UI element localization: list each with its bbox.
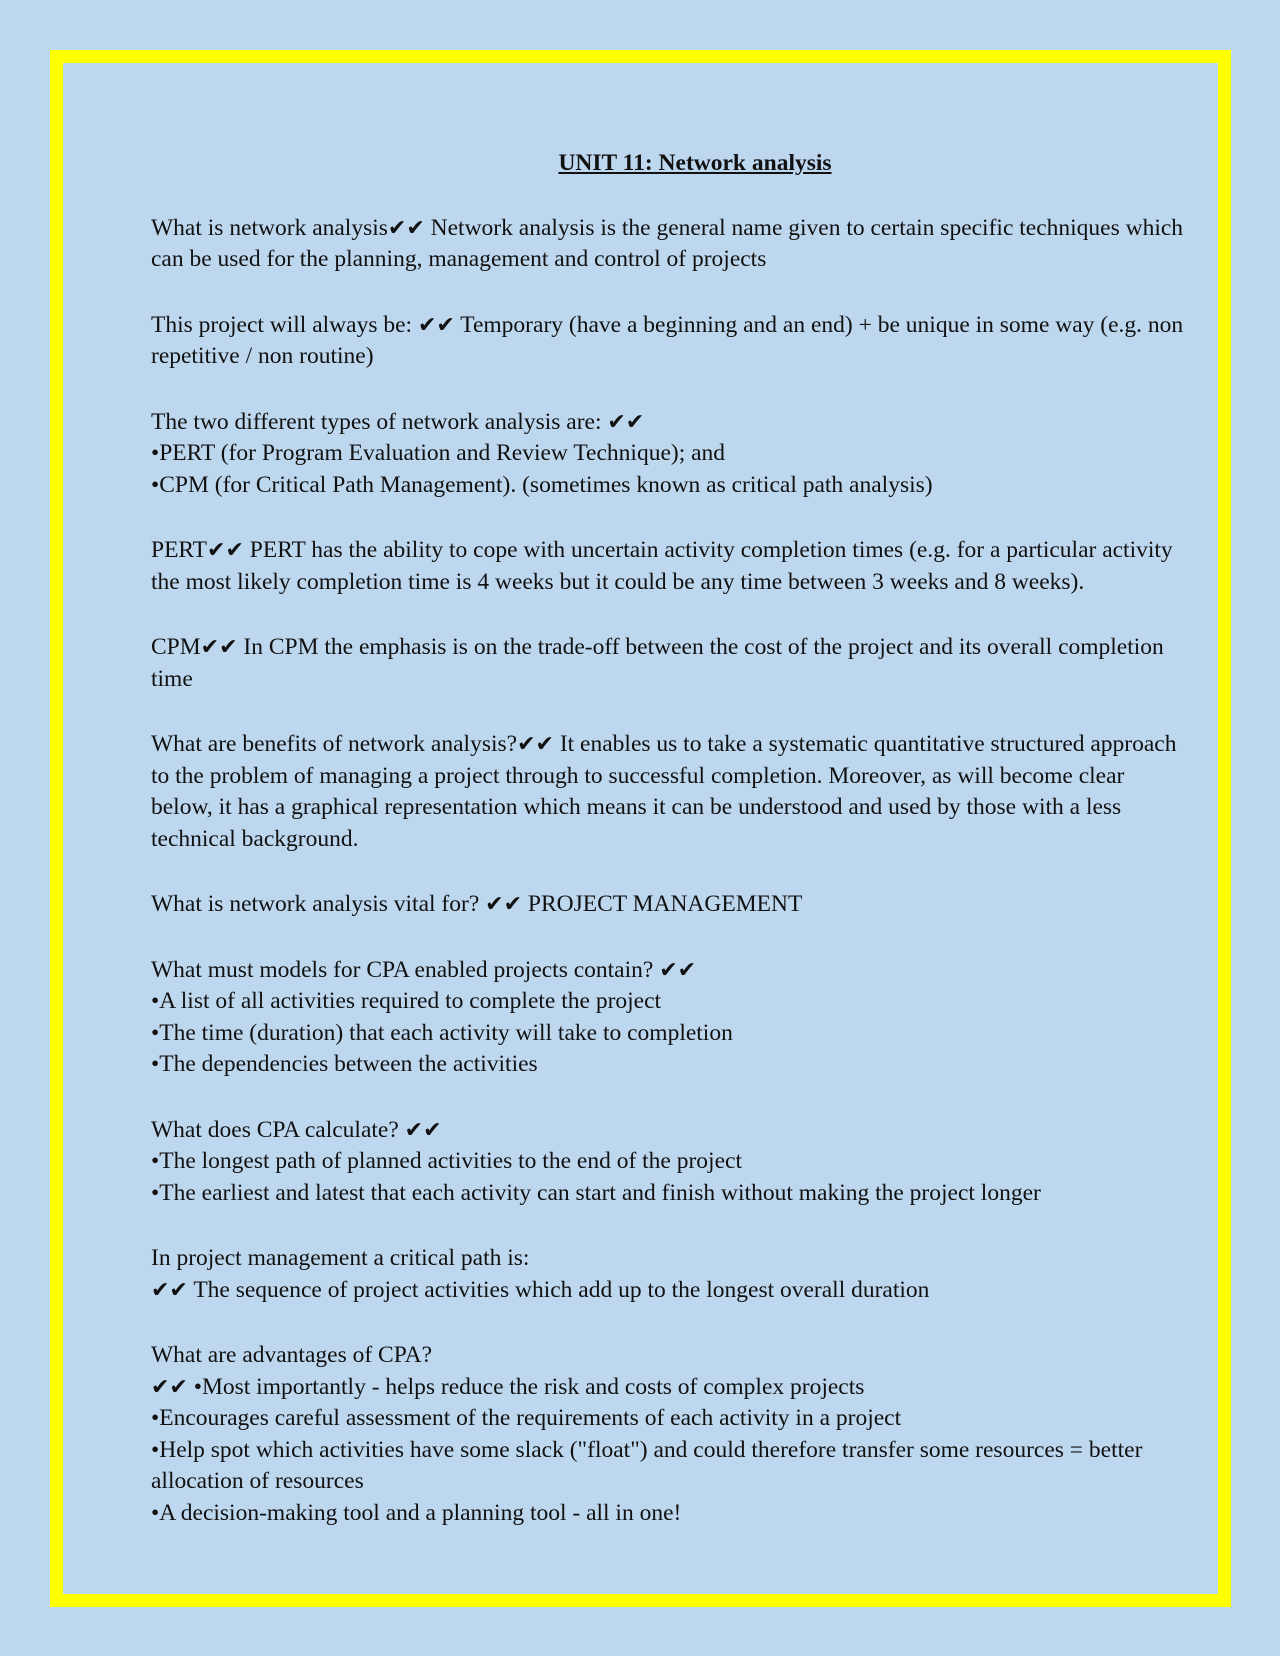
- bullet-item: •The earliest and latest that each activity can start and finish without making the project longer: [151, 1179, 1041, 1206]
- check-marks-icon: ✔✔: [151, 1277, 188, 1303]
- question: CPM: [151, 634, 201, 660]
- question: In project management a critical path is:: [151, 1245, 530, 1271]
- section-cpa-advantages: [151, 1340, 1191, 1529]
- section-cpm: [151, 632, 1191, 695]
- bullet-item: •The time (duration) that each activity will take to completion: [151, 1019, 733, 1046]
- check-marks-icon: ✔✔: [417, 312, 455, 338]
- answer: In CPM the emphasis is on the trade-off between the cost of the project and its overall completion time: [151, 634, 1164, 692]
- answer: Network analysis is the general name given to certain specific techniques which can be used for the planning, management and control of projects: [151, 214, 1184, 272]
- bullet-item: •CPM (for Critical Path Management). (sometimes known as critical path analysis): [151, 471, 933, 498]
- question: The two different types of network analysis are:: [151, 408, 608, 435]
- bullet-item: •The dependencies between the activities: [151, 1051, 538, 1077]
- section-pert: [151, 535, 1191, 598]
- section-what-is-network-analysis: [151, 213, 1191, 276]
- question: This project will always be:: [151, 311, 418, 338]
- bullet-item: •Encourages careful assessment of the requirements of each activity in a project: [151, 1405, 902, 1431]
- question: PERT: [151, 537, 208, 563]
- question: What does CPA calculate?: [151, 1116, 405, 1143]
- section-critical-path: [151, 1243, 1191, 1306]
- answer: PERT has the ability to cope with uncertain activity completion times (e.g. for a particular activity the most likely completion time is 4 weeks but it could be any time between 3 weeks and 8 weeks).: [151, 537, 1173, 595]
- check-marks-icon: ✔✔: [659, 957, 697, 983]
- section-benefits: [151, 729, 1191, 855]
- answer: PROJECT MANAGEMENT: [522, 891, 803, 917]
- answer: The sequence of project activities which add up to the longest overall duration: [187, 1276, 930, 1303]
- question: What are benefits of network analysis?: [151, 731, 518, 757]
- section-vital-for: [151, 889, 1191, 921]
- section-cpa-model-contents: [151, 955, 1191, 1081]
- section-types-of-network-analysis: [151, 407, 1191, 502]
- answer: Temporary (have a beginning and an end) + be unique in some way (e.g. non repetitive / non routine): [151, 311, 1184, 369]
- section-project-properties: [151, 310, 1191, 373]
- bullet-item: •PERT (for Program Evaluation and Review Technique); and: [151, 440, 726, 466]
- bullet-item: •A decision-making tool and a planning tool - all in one!: [151, 1499, 682, 1526]
- bullet-item: •A list of all activities required to complete the project: [151, 988, 662, 1014]
- page-title: UNIT 11: Network analysis: [558, 150, 832, 176]
- check-marks-icon: ✔✔: [517, 732, 554, 757]
- check-marks-icon: ✔✔: [207, 538, 244, 563]
- bullet-item: •The longest path of planned activities to the end of the project: [151, 1148, 742, 1174]
- question: What are advantages of CPA?: [151, 1342, 433, 1368]
- answer: It enables us to take a systematic quantitative structured approach to the problem of managing a project through to successful completion. Moreover, as will become clear below, it has a graphical representation which means it can be understood and used by those with a less technical background.: [151, 731, 1177, 852]
- check-marks-icon: ✔✔: [404, 1117, 442, 1143]
- check-marks-icon: ✔✔: [607, 409, 645, 435]
- section-cpa-calculates: [151, 1115, 1191, 1210]
- question: What is network analysis: [151, 214, 388, 241]
- check-marks-icon: ✔✔: [151, 1374, 188, 1400]
- check-marks-icon: ✔✔: [485, 892, 523, 917]
- bullet-item: •Help spot which activities have some slack ("float") and could therefore transfer some resources = better allocation of resources: [151, 1436, 1143, 1494]
- answer-line: [151, 1372, 1191, 1404]
- check-marks-icon: ✔✔: [200, 635, 238, 660]
- answer-line: [151, 1275, 1191, 1307]
- question: What must models for CPA enabled projects contain?: [151, 956, 660, 983]
- answer: •Most importantly - helps reduce the risk and costs of complex projects: [187, 1373, 865, 1400]
- check-marks-icon: ✔✔: [387, 215, 425, 241]
- document-content: [151, 148, 1191, 1529]
- question: What is network analysis vital for?: [151, 891, 486, 917]
